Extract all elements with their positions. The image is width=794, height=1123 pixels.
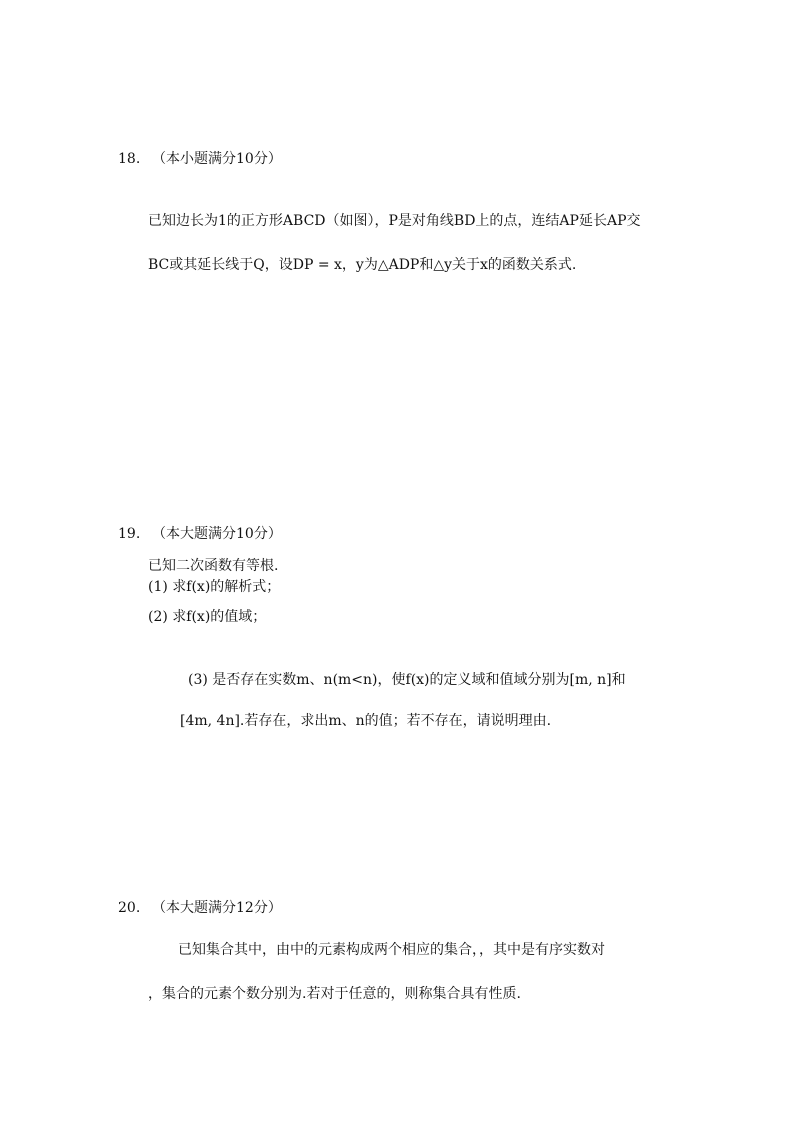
question-19-part-3-line-1: (3) 是否存在实数m、n(m<n)，使f(x)的定义域和值域分别为[m, n]和	[188, 672, 626, 688]
score-note: （本大题满分12分）	[152, 900, 282, 916]
question-18-text-line-1: 已知边长为1的正方形ABCD（如图），P是对角线BD上的点，连结AP延长AP交	[148, 213, 641, 229]
question-number: 18.	[118, 151, 141, 167]
question-number: 19.	[118, 526, 141, 542]
question-18-text-line-2: BC或其延长线于Q，设DP = x，y为△ADP和△y关于x的函数关系式.	[148, 257, 577, 273]
question-19-part-1: (1) 求f(x)的解析式；	[148, 579, 281, 595]
question-number: 20.	[118, 900, 141, 916]
question-18-header	[118, 150, 282, 168]
question-19-part-3-line-2: [4m, 4n].若存在，求出m、n的值；若不存在，请说明理由.	[180, 713, 552, 729]
question-20-text-line-1: 已知集合其中，由中的元素构成两个相应的集合，，其中是有序实数对	[178, 942, 605, 958]
question-19-intro: 已知二次函数有等根.	[148, 558, 279, 574]
question-20-text-line-2: ，集合的元素个数分别为.若对于任意的，则称集合具有性质.	[148, 986, 521, 1002]
score-note: （本小题满分10分）	[152, 151, 282, 167]
question-19-header	[118, 525, 282, 543]
score-note: （本大题满分10分）	[152, 526, 282, 542]
question-19-part-2: (2) 求f(x)的值域；	[148, 609, 267, 625]
question-20-header	[118, 899, 282, 917]
